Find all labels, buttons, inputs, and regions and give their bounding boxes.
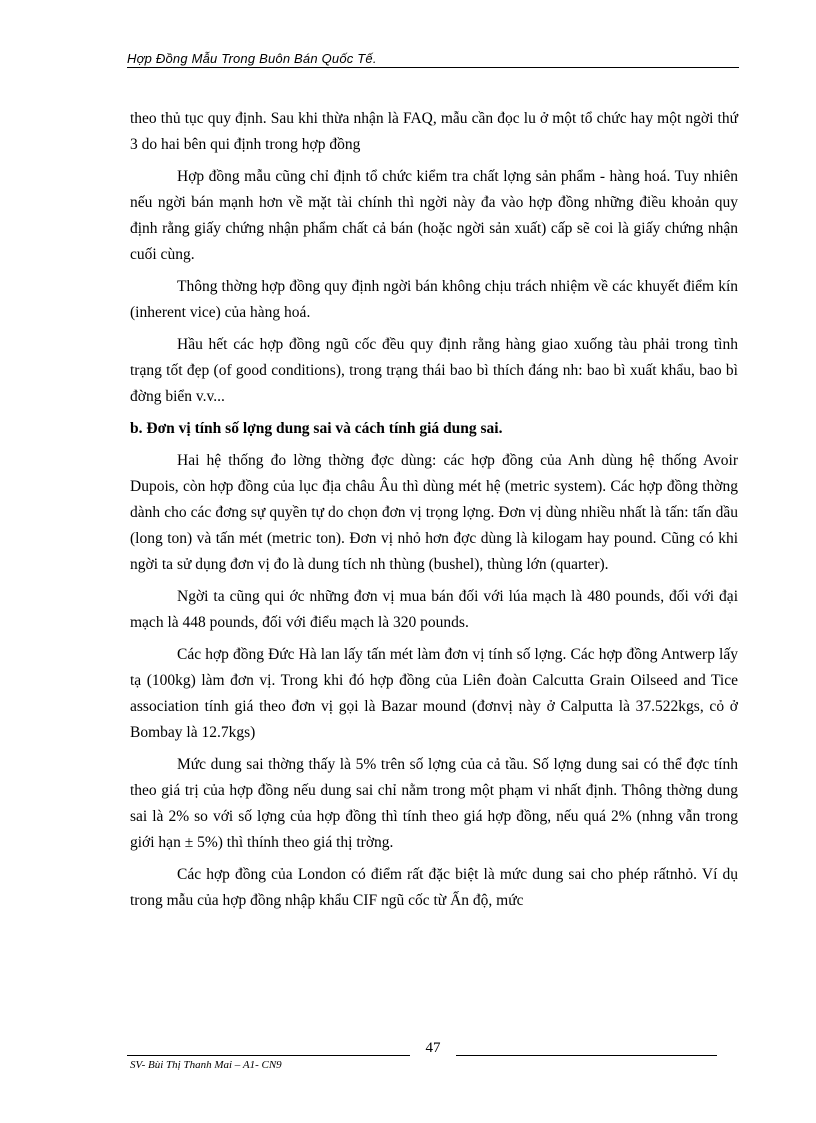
paragraph: Các hợp đồng Đức Hà lan lấy tấn mét làm đơn vị tính số lợng. Các hợp đồng Antwerp lấy tạ (100kg) làm đơn vị. Trong khi đó hợp đồng của Liên đoàn Calcutta Grain Oilseed and Tice association tính giá theo đơn vị gọi là Bazar mound (đơnvị này ở Calputta là 37.522kgs, cỏ ở Bombay là 12.7kgs) (130, 646, 738, 741)
section-heading: b. Đơn vị tính số lợng dung sai và cách tính giá dung sai. (130, 420, 503, 437)
document-body (130, 106, 738, 920)
paragraph: Hầu hết các hợp đồng ngũ cốc đều quy định rằng hàng giao xuống tàu phải trong tình trạng tốt đẹp (of good conditions), trong trạng thái bao bì thích đáng nh: bao bì xuất khẩu, bao bì đờng biển v.v... (130, 336, 738, 405)
paragraph: Các hợp đồng của London có điểm rất đặc biệt là mức dung sai cho phép rấtnhỏ. Ví dụ trong mẫu của hợp đồng nhập khẩu CIF ngũ cốc từ Ấn độ, mức (130, 866, 738, 909)
paragraph: Thông thờng hợp đồng quy định ngời bán không chịu trách nhiệm về các khuyết điểm kín (inherent vice) của hàng hoá. (130, 278, 738, 321)
page-number: 47 (410, 1039, 456, 1057)
paragraph: Hai hệ thống đo lờng thờng đợc dùng: các hợp đồng của Anh dùng hệ thống Avoir Dupois, còn hợp đồng của lục địa châu Âu thì dùng mét hệ (metric system). Các hợp đồng thờng dành cho các đơng sự quyền tự do chọn đơn vị trọng lợng. Đơn vị dùng nhiều nhất là tấn: tấn dầu (long ton) và tấn mét (metric ton). Đơn vị nhỏ hơn đợc dùng là kilogam hay pound. Cũng có khi ngời ta sử dụng đơn vị đo là dung tích nh thùng (bushel), thùng lớn (quarter). (130, 452, 738, 573)
page-header (127, 50, 739, 68)
header-title: Hợp Đồng Mẫu Trong Buôn Bán Quốc Tế. (127, 51, 377, 66)
paragraph: Hợp đồng mẫu cũng chỉ định tổ chức kiểm tra chất lợng sản phẩm - hàng hoá. Tuy nhiên nếu ngời bán mạnh hơn về mặt tài chính thì ngời này đa vào hợp đồng những điều khoản quy định rằng giấy chứng nhận phẩm chất cả bán (hoặc ngời sản xuất) cấp sẽ coi là giấy chứng nhận cuối cùng. (130, 168, 738, 263)
paragraph: Mức dung sai thờng thấy là 5% trên số lợng của cả tầu. Số lợng dung sai có thể đợc tính theo giá trị của hợp đồng nếu dung sai chỉ nằm trong một phạm vi nhất định. Thông thờng dung sai là 2% so với số lợng của hợp đồng thì tính theo giá hợp đồng, nếu quá 2% (nhng vẫn trong giới hạn ± 5%) thì thính theo giá thị trờng. (130, 756, 738, 851)
paragraph: Ngời ta cũng qui ớc những đơn vị mua bán đối với lúa mạch là 480 pounds, đối với đại mạch là 448 pounds, đối với điểu mạch là 320 pounds. (130, 588, 738, 631)
paragraph: theo thủ tục quy định. Sau khi thừa nhận là FAQ, mẫu cần đọc lu ở một tổ chức hay một ngời thứ 3 do hai bên qui định trong hợp đồng (130, 110, 738, 153)
footer-author: SV- Bùi Thị Thanh Mai – A1- CN9 (130, 1059, 282, 1071)
